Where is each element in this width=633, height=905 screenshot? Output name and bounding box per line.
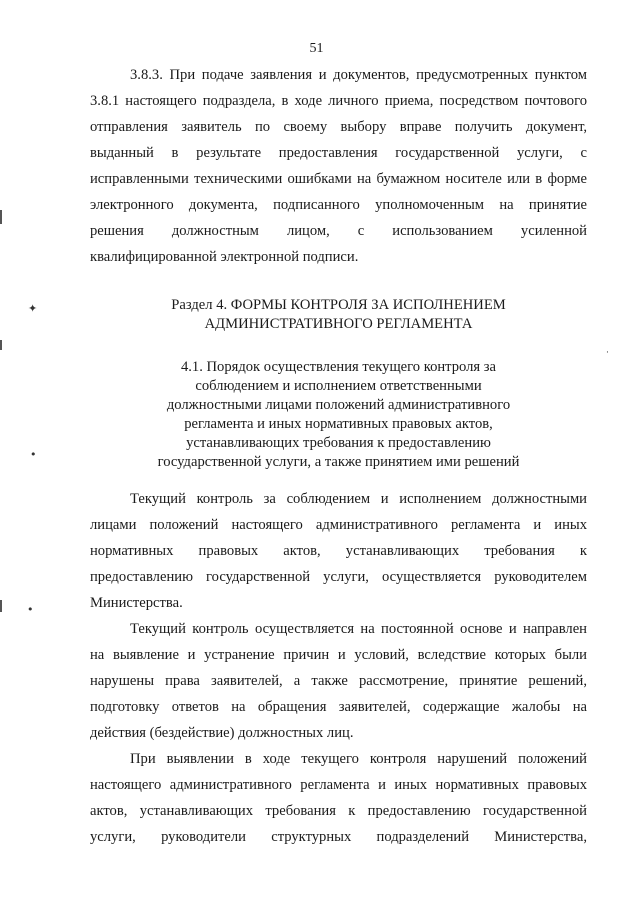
- text-line: нарушены права заявителей, а также рассмотрение, принятие решений,: [90, 673, 587, 689]
- scan-speck: ·: [606, 348, 609, 358]
- text-line: выданный в результате предоставления государственной услуги, с: [90, 145, 587, 161]
- heading-line: АДМИНИСТРАТИВНОГО РЕГЛАМЕНТА: [204, 316, 473, 332]
- scan-edge-mark: [0, 340, 2, 350]
- text-line: предоставлению государственной услуги, осуществляется руководителем: [90, 569, 587, 585]
- paragraph-violations: [90, 746, 587, 850]
- paragraph-current-control: [90, 486, 587, 616]
- text-line: действия (бездействие) должностных лиц.: [90, 725, 354, 741]
- text-line: услуги, руководители структурных подразделений Министерства,: [90, 829, 587, 845]
- scan-edge-mark: [0, 210, 2, 224]
- heading-line: соблюдением и исполнением ответственными: [195, 378, 482, 394]
- heading-line: устанавливающих требования к предоставлению: [186, 435, 491, 451]
- text-line: отправления заявитель по своему выбору вправе получить документ,: [90, 119, 587, 135]
- heading-line: Раздел 4. ФОРМЫ КОНТРОЛЯ ЗА ИСПОЛНЕНИЕМ: [171, 297, 506, 313]
- page-number: 51: [309, 41, 324, 56]
- text-line: подготовку ответов на обращения заявителей, содержащие жалобы на: [90, 699, 587, 715]
- scan-speck: •: [27, 603, 34, 616]
- text-line: актов, устанавливающих требования к предоставлению государственной: [90, 803, 587, 819]
- text-line: настоящего административного регламента и иных нормативных правовых: [90, 777, 587, 793]
- text-line: электронного документа, подписанного уполномоченным на принятие: [90, 197, 587, 213]
- paragraph-continuous-control: [90, 616, 587, 746]
- text-line: решения должностным лицом, с использованием усиленной: [90, 223, 587, 239]
- scan-speck: ✦: [28, 302, 38, 315]
- heading-line: 4.1. Порядок осуществления текущего контроля за: [180, 359, 497, 375]
- heading-line: государственной услуги, а также принятием ими решений: [157, 454, 520, 470]
- text-line: лицами положений настоящего административного регламента и иных: [90, 517, 587, 533]
- text-line: квалифицированной электронной подписи.: [90, 249, 359, 265]
- scan-speck: •: [30, 448, 37, 461]
- heading-line: регламента и иных нормативных правовых актов,: [184, 416, 493, 432]
- text-line: исправленными техническими ошибками на бумажном носителе или в форме: [90, 171, 587, 187]
- section-heading: [90, 296, 587, 334]
- text-line: При выявлении в ходе текущего контроля нарушений положений: [130, 751, 587, 767]
- heading-line: должностными лицами положений административного: [166, 397, 511, 413]
- paragraph-3-8-3: [90, 62, 587, 270]
- text-line: Министерства.: [90, 595, 183, 611]
- text-line: нормативных правовых актов, устанавливающих требования к: [90, 543, 587, 559]
- text-line: Текущий контроль осуществляется на постоянной основе и направлен: [130, 621, 587, 637]
- scan-edge-mark: [0, 600, 2, 612]
- subsection-heading: [90, 358, 587, 472]
- text-line: 3.8.3. При подаче заявления и документов, предусмотренных пунктом: [130, 67, 587, 83]
- text-line: Текущий контроль за соблюдением и исполнением должностными: [130, 491, 587, 507]
- text-line: 3.8.1 настоящего подраздела, в ходе личного приема, посредством почтового: [90, 93, 587, 109]
- text-line: на выявление и устранение причин и условий, вследствие которых были: [90, 647, 587, 663]
